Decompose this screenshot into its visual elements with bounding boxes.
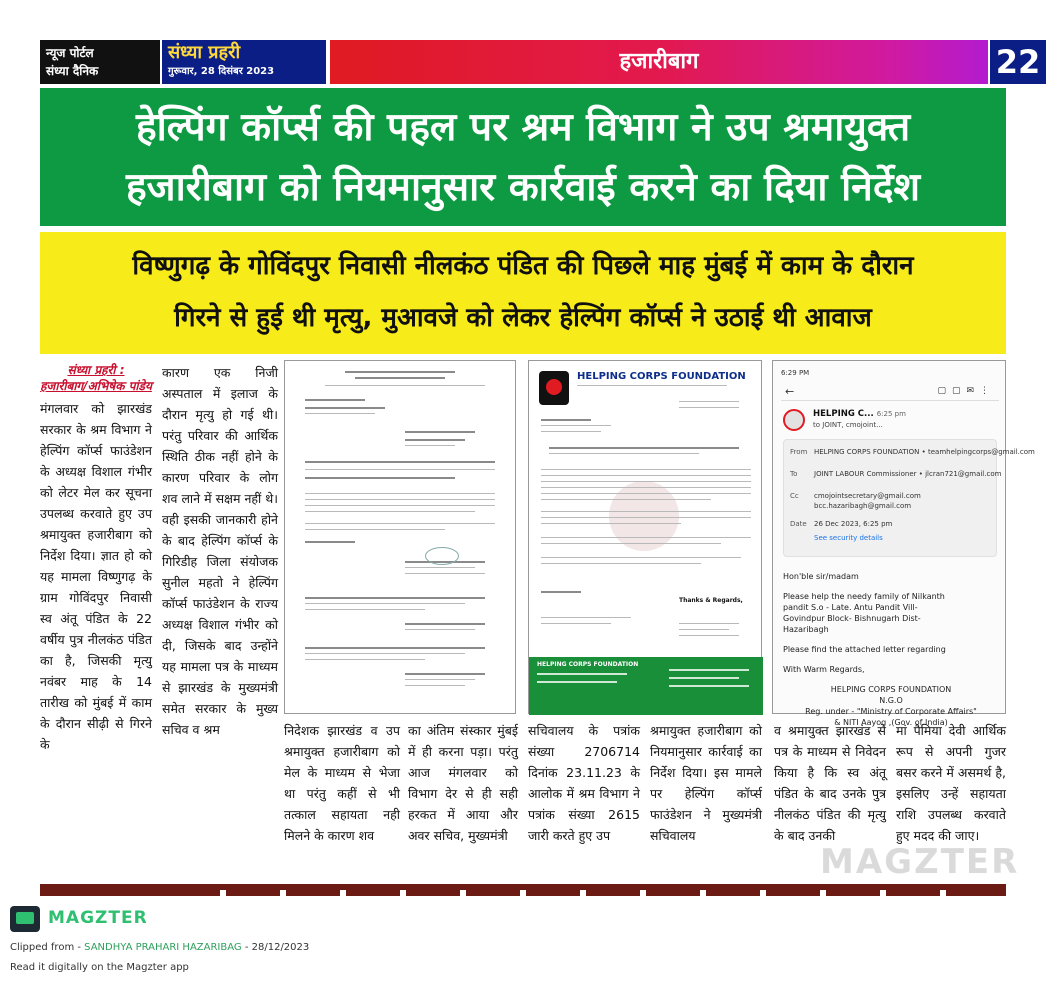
email-greeting: Hon'ble sir/madam: [783, 572, 859, 581]
read-digitally-line: Read it digitally on the Magzter app: [10, 962, 189, 973]
email-body-line: pandit S.o - Late. Antu Pandit Vill-: [783, 603, 918, 612]
clipped-prefix: Clipped from -: [10, 942, 85, 953]
phone-status-time: 6:29 PM: [781, 369, 810, 377]
article-column-1: [40, 362, 152, 882]
article-column-4: [408, 720, 518, 885]
letter-footer-band: [529, 657, 763, 715]
government-letter-image: [284, 360, 516, 714]
sender-time: 6:25 pm: [876, 410, 906, 418]
email-body-line: Please help the needy family of Nilkanth: [783, 592, 945, 601]
date-label: Date: [790, 520, 807, 528]
email-body: [783, 571, 999, 737]
helping-corps-letter-image: [528, 360, 762, 714]
email-paragraph-2: Please find the attached letter regarding: [783, 645, 946, 654]
back-arrow-icon: ←: [785, 385, 795, 398]
cc-value-1: cmojointsecretary@gmail.com: [814, 492, 921, 500]
to-label: To: [790, 470, 798, 478]
signature-line: HELPING CORPS FOUNDATION: [830, 685, 952, 694]
letter-thanks: Thanks & Regards,: [679, 597, 743, 604]
article-paragraph: श्रमायुक्त हजारीबाग को नियमानुसार कार्रवाई का निर्देश दिया। इस मामले पर हेल्पिंग कॉर्प्स फाउंडेशन ने मुख्यमंत्री सचिवालय: [650, 723, 762, 843]
article-paragraph: मां पैमिया देवी आर्थिक रूप से अपनी गुजर बसर करने में असमर्थ है, इसलिए उन्हें सहायता राशि उपलब्ध करवाते हुए मदद की जाए।: [896, 723, 1006, 843]
section-title: हजारीबाग: [330, 40, 988, 84]
byline-line-1: संध्या प्रहरी :: [67, 363, 125, 377]
clipped-from-line: [10, 942, 309, 953]
article-column-6: [650, 720, 762, 885]
email-sender: [813, 409, 906, 419]
helping-corps-logo: [539, 371, 569, 405]
brand-name: संध्या प्रहरी: [168, 42, 241, 63]
next-article-strip: [40, 884, 1006, 896]
email-body-line: Hazaribagh: [783, 625, 829, 634]
signature-line: Reg. under - "Ministry of Corporate Affairs": [805, 707, 977, 716]
portal-line-1: न्यूज पोर्टल: [46, 46, 94, 60]
byline-line-2: हजारीबाग/अभिषेक पांडेय: [40, 379, 152, 393]
signature-line: N.G.O: [879, 696, 903, 705]
email-to-summary: to JOINT, cmojoint...: [813, 421, 883, 429]
article-column-5: [528, 720, 640, 885]
subheadline: [40, 232, 1006, 354]
portal-line-2: संध्या दैनिक: [46, 64, 99, 78]
clipped-date: - 28/12/2023: [241, 942, 310, 953]
subheadline-line-1: विष्णुगढ़ के गोविंदपुर निवासी नीलकंठ पंडित की पिछले माह मुंबई में काम के दौरान: [132, 251, 914, 281]
article-paragraph: व श्रमायुक्त झारखंड से पत्र के माध्यम से निवेदन किया है कि स्व अंतू पंडित के बाद उनके पुत्र नीलकंठ पंडित की मृत्यु के बाद उनकी: [774, 723, 886, 843]
sender-avatar: [783, 409, 805, 431]
subheadline-line-2: गिरने से हुई थी मृत्यु, मुआवजे को लेकर हेल्पिंग कॉर्प्स ने उठाई थी आवाज: [174, 303, 872, 333]
masthead: [40, 40, 1041, 84]
article-paragraph: कारण एक निजी अस्पताल में इलाज के दौरान मृत्यु हो गई थी। परंतु परिवार की आर्थिक स्थिति ठीक नहीं होने के कारण परिवार के लोग शव लाने में सक्षम नहीं थे।वही इसकी जानकारी होने के बाद हेल्पिंग कॉर्प्स के गिरिडीह जिला संयोजक सुनील महतो ने हेल्पिंग कॉर्प्स फाउंडेशन के राज्य अध्यक्ष विशाल गंभीर को दी, जिसके बाद उन्होंने यह मामला पत्र के माध्यम से झारखंड के मुख्यमंत्री समेत सरकार के मुख्य सचिव व श्रम: [162, 365, 278, 737]
article-column-2: [162, 362, 278, 882]
magzter-watermark: MAGZTER: [820, 842, 1020, 882]
clipped-source-link[interactable]: SANDHYA PRAHARI HAZARIBAG: [84, 942, 242, 953]
email-header-details: [783, 439, 1035, 557]
email-regards: With Warm Regards,: [783, 665, 865, 674]
letter-org-name: HELPING CORPS FOUNDATION: [577, 371, 746, 382]
email-paragraph-1: [783, 591, 999, 635]
article-paragraph: का अंतिम संस्कार मुंबई में ही करना पड़ा। परंतु आज मंगलवार को विभाग देर से ही सही हरकत में आया और अवर सचिव, मुख्यमंत्री: [408, 723, 518, 843]
article-paragraph: मंगलवार को झारखंड सरकार के श्रम विभाग ने हेल्पिंग कॉर्प्स फाउंडेशन के अध्यक्ष विशाल गंभीर को लेटर मेल कर सूचना उपलब्ध करवाते हुए उप श्रमायुक्त हजारीबाग को निर्देश दिया। ज्ञात हो को यह मामला विष्णुगढ़ के ग्राम गोविंदपुर निवासी स्व अंतू पंडित के 22 वर्षीय पुत्र नीलकंठ पंडित का है, जिसकी मृत्यु नवंबर माह के 14 तारीख को मुंबई में काम के दौरान सीढ़ी से गिरने के: [40, 401, 152, 752]
page-number: 22: [990, 40, 1046, 84]
headline: [40, 88, 1006, 226]
headline-line-2: हजारीबाग को नियमानुसार कार्रवाई करने का दिया निर्देश: [125, 165, 921, 210]
headline-line-1: हेल्पिंग कॉर्प्स की पहल पर श्रम विभाग ने उप श्रमायुक्त: [135, 105, 911, 150]
date-value: 26 Dec 2023, 6:25 pm: [814, 520, 893, 528]
letter-watermark: [609, 481, 679, 551]
mail-action-icons: ▢▢✉⋮: [937, 386, 995, 396]
email-body-line: Govindpur Block- Bishnugarh Dist-: [783, 614, 921, 623]
email-toolbar: [781, 383, 999, 401]
issue-date: गुरूवार, 28 दिसंबर 2023: [168, 66, 275, 77]
article-column-3: [284, 720, 400, 885]
from-label: From: [790, 448, 808, 456]
article-paragraph: निदेशक झारखंड व उप श्रमायुक्त हजारीबाग को मेल के माध्यम से भेजा था परंतु कहीं से भी तत्काल सहायता नही मिलने के कारण शव: [284, 723, 400, 843]
magzter-app-name[interactable]: MAGZTER: [48, 908, 148, 928]
signature-line: & NITI Aayog ,(Gov. of India): [834, 718, 948, 727]
cc-value-2: bcc.hazaribagh@gmail.com: [814, 502, 912, 510]
sender-name: HELPING C...: [813, 409, 874, 419]
newspaper-brand: [162, 40, 326, 84]
security-details-link: See security details: [814, 534, 883, 542]
byline: [40, 362, 152, 394]
portal-label: [40, 40, 160, 84]
email-signature: [783, 684, 999, 728]
from-value: HELPING CORPS FOUNDATION • teamhelpingcorps@gmail.com: [814, 448, 1035, 456]
magzter-logo-icon[interactable]: [10, 906, 40, 932]
letter-footer-org: HELPING CORPS FOUNDATION: [537, 661, 639, 668]
cc-label: Cc: [790, 492, 799, 500]
article-paragraph: सचिवालय के पत्रांक संख्या 2706714 दिनांक 23.11.23 के आलोक में श्रम विभाग ने पत्रांक संख्या 2615 जारी करते हुए उप: [528, 723, 640, 843]
to-value: JOINT LABOUR Commissioner • jlcran721@gmail.com: [814, 470, 1002, 478]
email-screenshot-image: [772, 360, 1035, 727]
